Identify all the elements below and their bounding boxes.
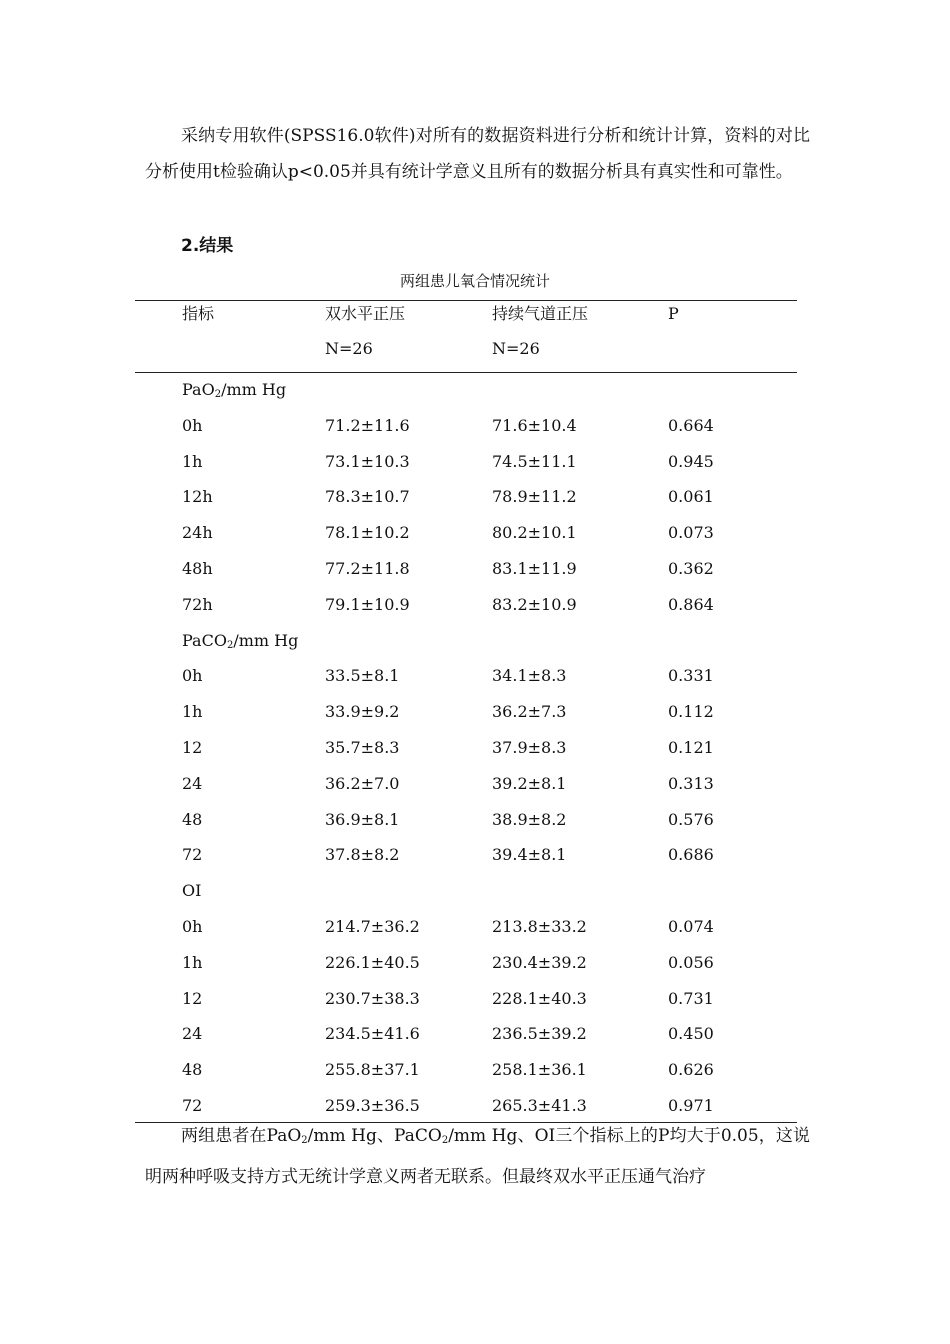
- cell-group-b: 83.2±10.9: [492, 594, 577, 614]
- cell-time: 1h: [182, 952, 203, 972]
- cell-group-a: 77.2±11.8: [325, 559, 410, 578]
- cell-time: 0h: [182, 917, 203, 936]
- conclusion-text-1: 两组患者在PaO: [181, 1126, 302, 1146]
- header-group-a-n: N=26: [325, 339, 373, 358]
- section-label-row: [0, 625, 950, 661]
- table-row: [0, 410, 950, 446]
- cell-p-value: 0.864: [668, 594, 714, 614]
- cell-group-b: 78.9±11.2: [492, 487, 577, 507]
- cell-p-value: 0.331: [668, 666, 714, 686]
- cell-time: 72: [182, 845, 203, 865]
- header-group-b: 持续气道正压: [492, 304, 589, 323]
- cell-group-b: 236.5±39.2: [492, 1024, 587, 1044]
- cell-group-b: 34.1±8.3: [492, 666, 567, 686]
- cell-group-b: 71.6±10.4: [492, 415, 577, 435]
- table-row: [0, 911, 950, 947]
- conclusion-text-3: /mm Hg、OI三个指标上的P均大于0.05，这说明两种呼吸支持方式无统计学意义两者无联系。但最终双水平正压通气治疗: [145, 1126, 810, 1187]
- cell-group-b: 74.5±11.1: [492, 451, 577, 471]
- cell-p-value: 0.074: [668, 917, 714, 936]
- cell-group-a: 234.5±41.6: [325, 1024, 420, 1044]
- table-row: [0, 481, 950, 517]
- section-label: [182, 629, 298, 658]
- table-row: [0, 696, 950, 732]
- cell-p-value: 0.121: [668, 738, 714, 757]
- table-row: [0, 839, 950, 875]
- table-row: [0, 1054, 950, 1090]
- cell-group-b: 37.9±8.3: [492, 738, 567, 757]
- section-label-sub: 2: [226, 639, 234, 651]
- section-label-main: OI: [182, 881, 202, 901]
- cell-group-a: 73.1±10.3: [325, 451, 410, 471]
- cell-p-value: 0.073: [668, 523, 714, 543]
- cell-group-a: 230.7±38.3: [325, 988, 420, 1008]
- methods-paragraph: 采纳专用软件(SPSS16.0软件)对所有的数据资料进行分析和统计计算，资料的对比分析使用t检验确认p<0.05并具有统计学意义且所有的数据分析具有真实性和可靠性。: [145, 126, 810, 182]
- conclusion-sub-1: 2: [301, 1135, 308, 1146]
- cell-time: 1h: [182, 702, 203, 722]
- cell-p-value: 0.061: [668, 487, 714, 507]
- cell-time: 12h: [182, 487, 213, 507]
- cell-time: 24h: [182, 523, 213, 543]
- table-row: [0, 732, 950, 768]
- conclusion-text-2: /mm Hg、PaCO: [307, 1126, 442, 1146]
- cell-p-value: 0.313: [668, 773, 714, 793]
- cell-time: 48: [182, 1060, 203, 1080]
- cell-time: 72h: [182, 594, 213, 614]
- cell-group-a: 35.7±8.3: [325, 738, 400, 757]
- cell-group-a: 37.8±8.2: [325, 845, 400, 865]
- section-label-row: [0, 374, 950, 410]
- cell-group-a: 36.9±8.1: [325, 809, 400, 829]
- cell-time: 12: [182, 738, 203, 757]
- table-row: [0, 1018, 950, 1054]
- table-row: [0, 589, 950, 625]
- cell-p-value: 0.945: [668, 451, 714, 471]
- cell-p-value: 0.686: [668, 845, 714, 865]
- table-top-rule: [135, 300, 797, 301]
- cell-group-b: 83.1±11.9: [492, 559, 577, 578]
- cell-group-a: 255.8±37.1: [325, 1060, 420, 1080]
- cell-group-b: 38.9±8.2: [492, 809, 567, 829]
- cell-group-a: 214.7±36.2: [325, 917, 420, 936]
- cell-group-b: 39.4±8.1: [492, 845, 567, 865]
- cell-p-value: 0.450: [668, 1024, 714, 1044]
- cell-group-b: 80.2±10.1: [492, 523, 577, 543]
- cell-group-a: 36.2±7.0: [325, 773, 400, 793]
- cell-group-a: 226.1±40.5: [325, 952, 420, 972]
- cell-group-b: 265.3±41.3: [492, 1096, 587, 1115]
- cell-time: 0h: [182, 415, 203, 435]
- cell-group-a: 259.3±36.5: [325, 1096, 420, 1115]
- cell-group-b: 258.1±36.1: [492, 1060, 587, 1080]
- cell-p-value: 0.971: [668, 1096, 714, 1115]
- section-label-row: [0, 875, 950, 911]
- table-header-rule: [135, 372, 797, 373]
- header-group-a: 双水平正压: [325, 304, 406, 323]
- cell-time: 0h: [182, 666, 203, 686]
- cell-group-a: 33.9±9.2: [325, 702, 400, 722]
- section-label-sub: 2: [214, 389, 222, 400]
- header-group-b-n: N=26: [492, 339, 540, 358]
- table-row: [0, 947, 950, 983]
- cell-group-b: 39.2±8.1: [492, 773, 567, 793]
- cell-time: 12: [182, 988, 203, 1008]
- cell-group-a: 78.3±10.7: [325, 487, 410, 507]
- table-row: [0, 446, 950, 482]
- section-label-main: PaO: [182, 380, 215, 399]
- cell-p-value: 0.362: [668, 559, 714, 578]
- cell-group-a: 33.5±8.1: [325, 666, 400, 686]
- cell-p-value: 0.576: [668, 809, 714, 829]
- table-caption: 两组患儿氧合情况统计: [399, 272, 550, 290]
- cell-group-a: 79.1±10.9: [325, 594, 410, 614]
- cell-p-value: 0.112: [668, 702, 714, 722]
- section-label: [182, 879, 201, 903]
- header-p: P: [668, 304, 679, 323]
- cell-time: 24: [182, 773, 203, 793]
- section-heading-results: 2.结果: [181, 236, 234, 256]
- section-label: [182, 378, 286, 407]
- table-row: [0, 983, 950, 1019]
- cell-group-b: 36.2±7.3: [492, 702, 567, 722]
- table-row: [0, 517, 950, 553]
- cell-time: 72: [182, 1096, 203, 1115]
- section-label-main: PaCO: [182, 630, 227, 650]
- cell-p-value: 0.731: [668, 988, 714, 1008]
- table-row: [0, 768, 950, 804]
- cell-group-b: 230.4±39.2: [492, 952, 587, 972]
- cell-time: 1h: [182, 451, 203, 471]
- table-row: [0, 660, 950, 696]
- table-row: [0, 553, 950, 589]
- cell-time: 48h: [182, 559, 213, 578]
- cell-group-b: 228.1±40.3: [492, 988, 587, 1008]
- cell-time: 48: [182, 809, 203, 829]
- section-label-unit: /mm Hg: [221, 380, 287, 399]
- cell-group-a: 71.2±11.6: [325, 415, 410, 435]
- conclusion-paragraph: [145, 1118, 810, 1195]
- cell-time: 24: [182, 1024, 203, 1044]
- cell-group-a: 78.1±10.2: [325, 523, 410, 543]
- cell-p-value: 0.626: [668, 1060, 714, 1080]
- cell-p-value: 0.664: [668, 415, 714, 435]
- conclusion-sub-2: 2: [441, 1135, 449, 1146]
- cell-p-value: 0.056: [668, 952, 714, 972]
- table-row: [0, 804, 950, 840]
- cell-group-b: 213.8±33.2: [492, 917, 587, 936]
- section-label-unit: /mm Hg: [233, 630, 299, 650]
- header-indicator: 指标: [182, 304, 215, 323]
